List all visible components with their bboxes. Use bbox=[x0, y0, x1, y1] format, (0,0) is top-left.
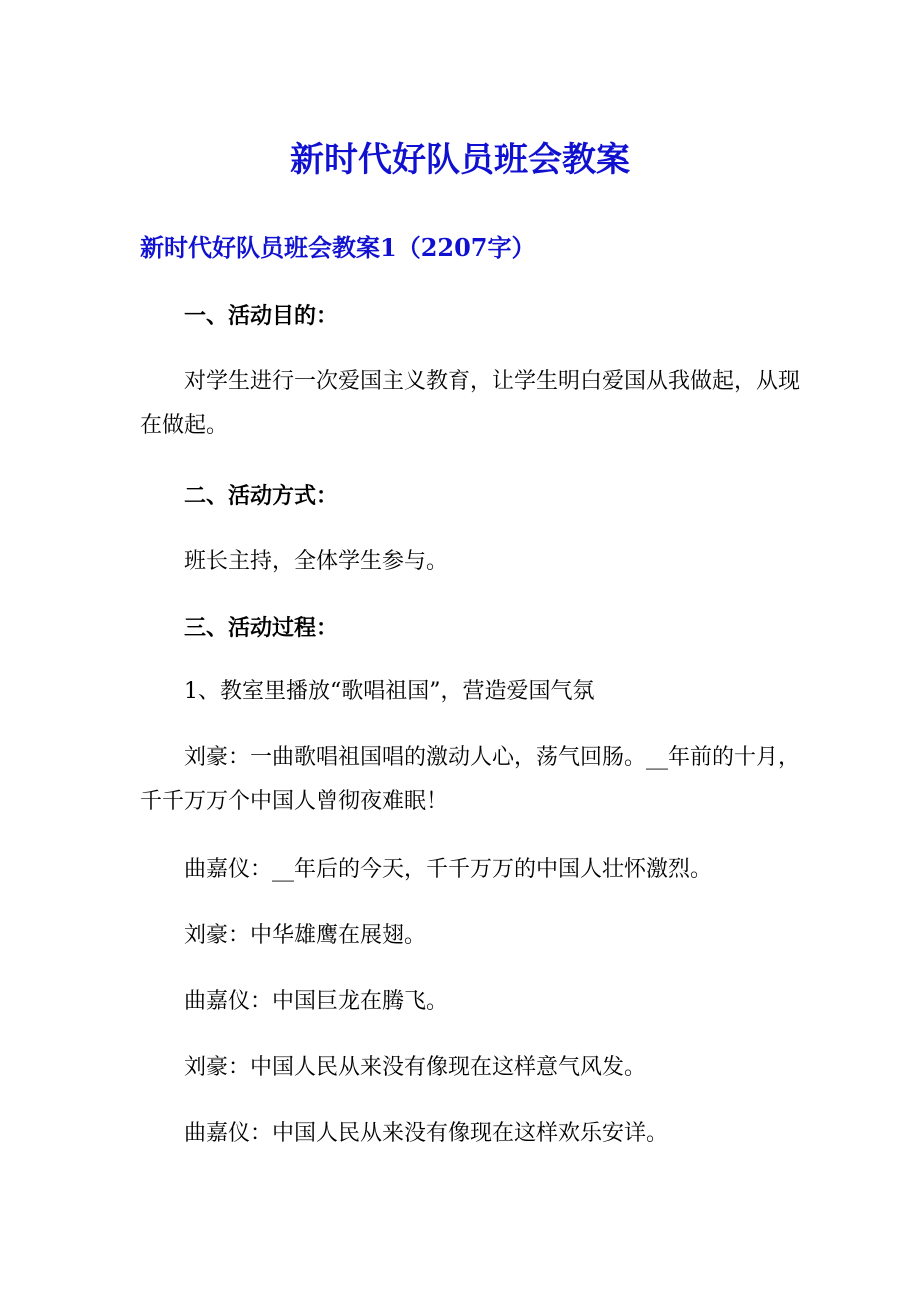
paragraph-activity-purpose: 对学生进行一次爱国主义教育，让学生明白爱国从我做起，从现在做起。 bbox=[140, 369, 801, 438]
paragraph-process-step-1: 1、教室里播放“歌唱祖国”，营造爱国气氛 bbox=[184, 679, 595, 704]
paragraph-dialogue-1: 刘豪：一曲歌唱祖国唱的激动人心，荡气回肠。__年前的十月，千千万万个中国人曾彻夜难眠！ bbox=[140, 745, 801, 814]
paragraph-dialogue-6: 曲嘉仪：中国人民从来没有像现在这样欢乐安详。 bbox=[184, 1121, 669, 1146]
section-title: 新时代好队员班会教案1（2207字） bbox=[140, 233, 536, 262]
paragraph-dialogue-5: 刘豪：中国人民从来没有像现在这样意气风发。 bbox=[184, 1055, 647, 1080]
document-title: 新时代好队员班会教案 bbox=[290, 140, 630, 180]
heading-activity-method: 二、活动方式： bbox=[184, 483, 339, 509]
paragraph-dialogue-2: 曲嘉仪：__年后的今天，千千万万的中国人壮怀激烈。 bbox=[184, 857, 713, 882]
heading-activity-process: 三、活动过程： bbox=[184, 615, 339, 641]
heading-activity-purpose: 一、活动目的： bbox=[184, 303, 339, 329]
paragraph-dialogue-4: 曲嘉仪：中国巨龙在腾飞。 bbox=[184, 989, 449, 1014]
paragraph-dialogue-3: 刘豪：中华雄鹰在展翅。 bbox=[184, 923, 427, 948]
paragraph-activity-method: 班长主持，全体学生参与。 bbox=[184, 549, 449, 574]
